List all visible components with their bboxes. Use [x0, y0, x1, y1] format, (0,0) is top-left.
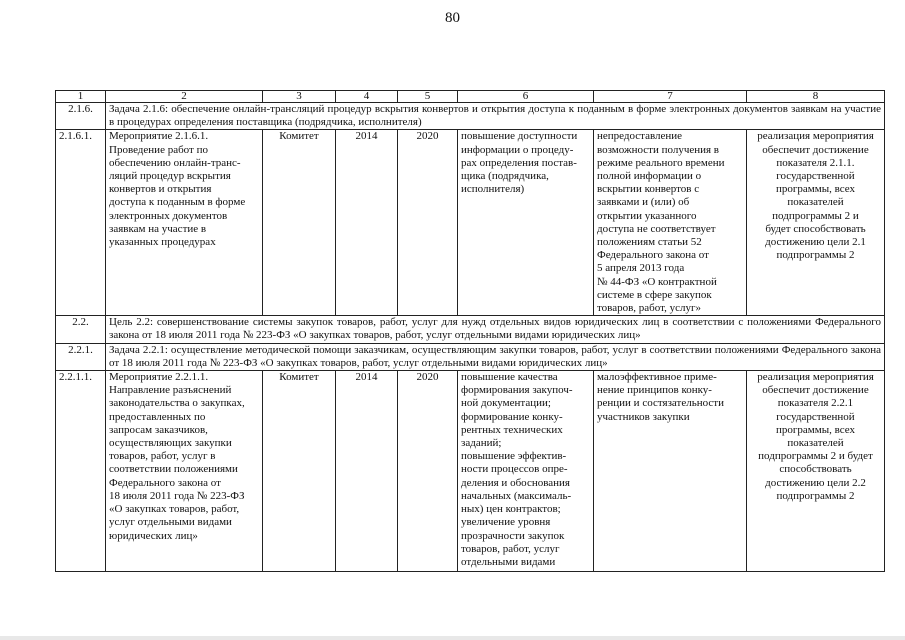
table-row-measure [56, 130, 885, 316]
executor-cell: Комитет [263, 130, 336, 316]
start-year-cell: 2014 [336, 371, 398, 572]
page-bottom-edge [0, 636, 905, 640]
task-description: Задача 2.1.6: обеспечение онлайн-трансляций процедур вскрытия конвертов и открытия доступа к поданным в форме электронных документов заявкам на участие в процедурах определения поставщика (подрядчика, исполнителя) [106, 103, 885, 130]
start-year-cell: 2014 [336, 130, 398, 316]
goal-description: Цель 2.2: совершенствование системы закупок товаров, работ, услуг для нужд отдельных видов юридических лиц в соответствии с положениями Федерального закона от 18 июля 2011 года № 223-ФЗ «О закупках товаров, работ, услуг отдельными видами юридических лиц» [106, 316, 885, 343]
indicator-link-cell: реализация мероприятия обеспечит достижение показателя 2.2.1 государственной программы, всех показателей подпрограммы 2 и будет способствовать достижению цели 2.2 подпрограммы 2 [747, 371, 885, 572]
row-code: 2.2.1.1. [56, 371, 106, 572]
expected-result-text: повышение качества формирования закупоч- ной документации; формирование конку- рентных технических заданий; повышение эффектив- ности процессов опре- деления и обоснования начальных (максималь- ных) цен контрактов; увеличение уровня прозрачности закупок товаров, работ, услуг отдельными видами [461, 371, 573, 568]
measure-description: Мероприятие 2.1.6.1. Проведение работ по обеспечению онлайн-транс- ляций процедур вскрытия конвертов и открытия доступа к поданным в форме электронных документов заявкам на участие в указанных процедурах [106, 130, 263, 316]
table-row-measure [56, 371, 885, 572]
table-header-row [56, 91, 885, 103]
consequences-cell: малоэффективное приме- нение принципов конку- ренции и состязательности участников закупки [594, 371, 747, 572]
column-number-5: 5 [398, 91, 458, 103]
column-number-4: 4 [336, 91, 398, 103]
table-row-task [56, 103, 885, 130]
column-number-1: 1 [56, 91, 106, 103]
program-measures-table [55, 90, 885, 572]
page-number: 80 [445, 10, 460, 26]
expected-result-cell: повышение доступности информации о процеду- рах определения постав- щика (подрядчика, исполнителя) [458, 130, 594, 316]
column-number-2: 2 [106, 91, 263, 103]
row-code: 2.1.6. [56, 103, 106, 130]
table-row-goal [56, 316, 885, 343]
column-number-8: 8 [747, 91, 885, 103]
row-code: 2.2. [56, 316, 106, 343]
row-code: 2.1.6.1. [56, 130, 106, 316]
column-number-3: 3 [263, 91, 336, 103]
executor-cell: Комитет [263, 371, 336, 572]
measure-description: Мероприятие 2.2.1.1. Направление разъяснений законодательства о закупках, предоставленных по запросам заказчиков, осуществляющих закупки товаров, работ, услуг в соответствии положениями Федерального закона от 18 июля 2011 года № 223-ФЗ «О закупках товаров, работ, услуг отдельными видами юридических лиц» [106, 371, 263, 572]
end-year-cell: 2020 [398, 130, 458, 316]
row-code: 2.2.1. [56, 343, 106, 370]
indicator-link-cell: реализация мероприятия обеспечит достижение показателя 2.1.1. государственной программы, всех показателей подпрограммы 2 и будет способствовать достижению цели 2.1 подпрограммы 2 [747, 130, 885, 316]
column-number-6: 6 [458, 91, 594, 103]
task-description: Задача 2.2.1: осуществление методической помощи заказчикам, осуществляющим закупки товаров, работ, услуг в соответствии положениями Федерального закона от 18 июля 2011 года № 223-ФЗ «О закупках товаров, работ, услуг отдельными видами юридических лиц» [106, 343, 885, 370]
end-year-cell: 2020 [398, 371, 458, 572]
consequences-cell: непредоставление возможности получения в режиме реального времени полной информации о вскрытии конвертов с заявками и (или) об открытии указанного доступа не соответствует положениям статьи 52 Федерального закона от 5 апреля 2013 года № 44-ФЗ «О контрактной системе в сфере закупок товаров, работ, услуг» [594, 130, 747, 316]
expected-result-cell [458, 371, 594, 572]
table-row-task [56, 343, 885, 370]
column-number-7: 7 [594, 91, 747, 103]
